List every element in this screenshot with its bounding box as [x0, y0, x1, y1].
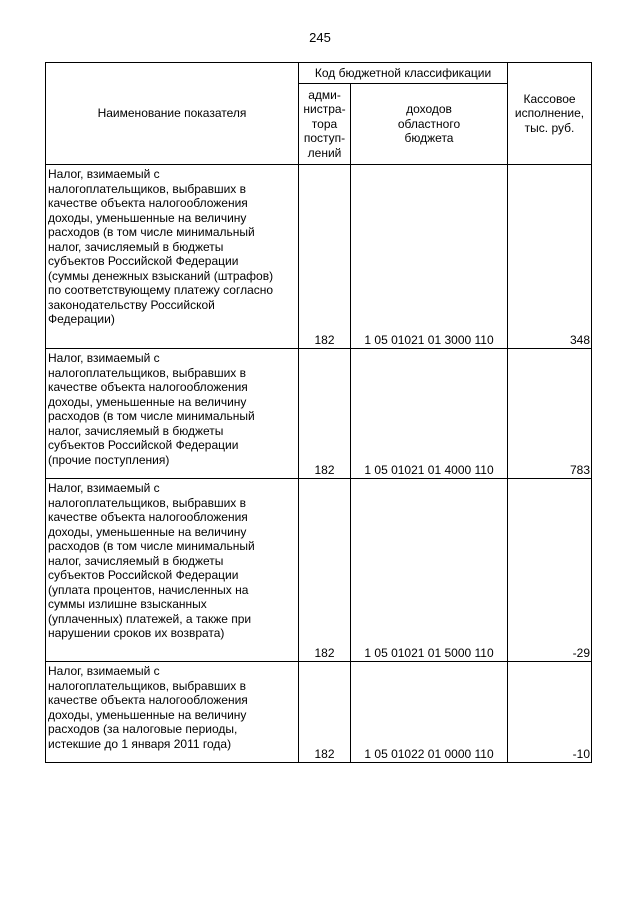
row-admin-code: 182 [299, 662, 351, 763]
header-code-group: Код бюджетной классификации [299, 63, 508, 84]
header-admin-code: адми- нистра- тора поступ- лений [299, 84, 351, 165]
budget-table [45, 62, 592, 763]
row-name: Налог, взимаемый с налогоплательщиков, выбравших в качестве объекта налогообложения доходы, уменьшенные на величину расходов (в том числе минимальный налог, зачисляемый в бюджеты субъектов Российской Федерации (уплата процентов, начисленных на суммы излишне взысканных (уплаченных) платежей, а также при нарушении сроков их возврата) [46, 479, 299, 662]
table-row [46, 662, 592, 763]
row-amount: -10 [508, 662, 592, 763]
table-row [46, 165, 592, 349]
row-name: Налог, взимаемый с налогоплательщиков, выбравших в качестве объекта налогообложения доходы, уменьшенные на величину расходов (за налоговые периоды, истекшие до 1 января 2011 года) [46, 662, 299, 763]
row-admin-code: 182 [299, 349, 351, 479]
row-admin-code: 182 [299, 479, 351, 662]
row-name: Налог, взимаемый с налогоплательщиков, выбравших в качестве объекта налогообложения доходы, уменьшенные на величину расходов (в том числе минимальный налог, зачисляемый в бюджеты субъектов Российской Федерации (прочие поступления) [46, 349, 299, 479]
row-admin-code: 182 [299, 165, 351, 349]
row-name: Налог, взимаемый с налогоплательщиков, выбравших в качестве объекта налогообложения доходы, уменьшенные на величину расходов (в том числе минимальный налог, зачисляемый в бюджеты субъектов Российской Федерации (суммы денежных взысканий (штрафов) по соответствующему платежу согласно законодательству Российской Федерации) [46, 165, 299, 349]
table-row [46, 479, 592, 662]
row-amount: 348 [508, 165, 592, 349]
row-budget-code: 1 05 01021 01 5000 110 [351, 479, 508, 662]
header-income-code: доходов областного бюджета [351, 84, 508, 165]
row-amount: -29 [508, 479, 592, 662]
table-row [46, 349, 592, 479]
page-number: 245 [309, 30, 331, 45]
header-name: Наименование показателя [46, 63, 299, 165]
header-cash-execution: Кассовое исполнение, тыс. руб. [508, 63, 592, 165]
row-budget-code: 1 05 01021 01 3000 110 [351, 165, 508, 349]
row-budget-code: 1 05 01021 01 4000 110 [351, 349, 508, 479]
row-amount: 783 [508, 349, 592, 479]
row-budget-code: 1 05 01022 01 0000 110 [351, 662, 508, 763]
